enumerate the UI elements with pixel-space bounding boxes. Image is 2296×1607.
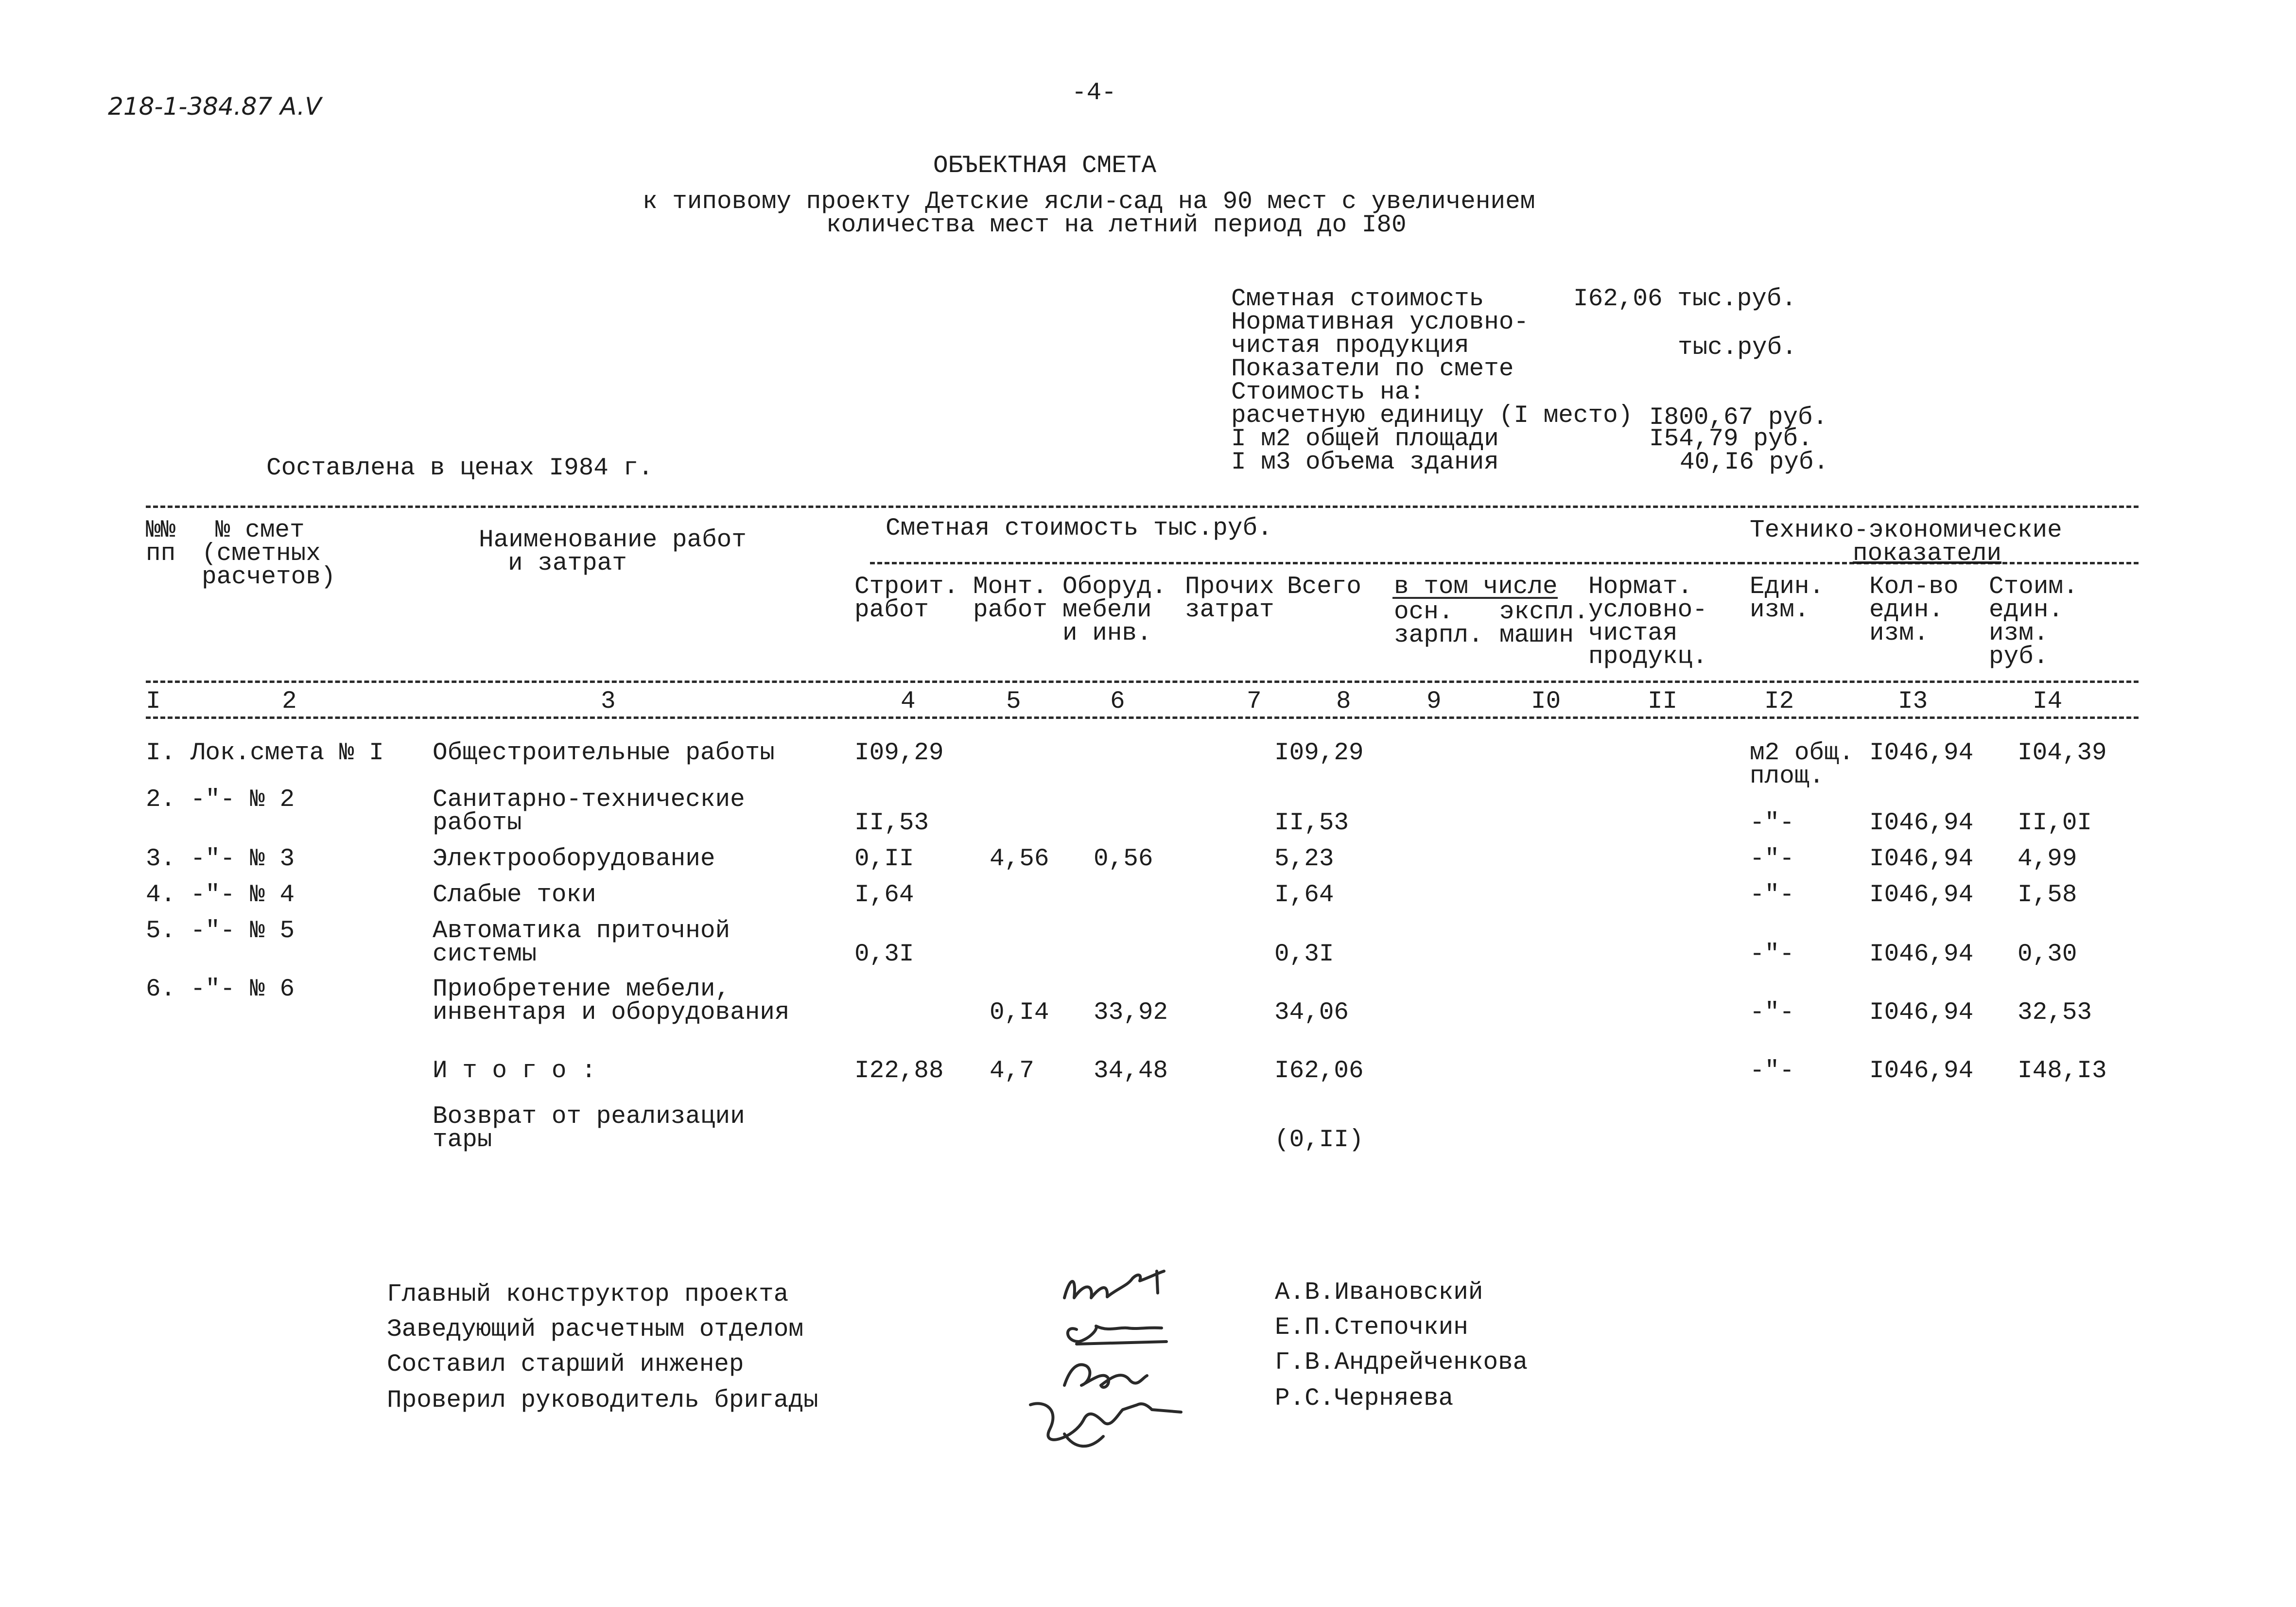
col-number: II xyxy=(1648,688,1678,716)
table-row-number: 3. -"- № 3 xyxy=(146,845,295,873)
summary-label: Сметная стоимость xyxy=(1231,285,1484,313)
header-group-tech-2: показатели xyxy=(1853,540,2002,568)
table-cell: I04,39 xyxy=(2018,739,2107,767)
document-code: 218-1-384.87 A.V xyxy=(108,92,322,121)
table-cell: 0,I4 xyxy=(990,999,1049,1027)
header-col-9: осн. зарпл. xyxy=(1394,598,1483,649)
col-number: I0 xyxy=(1531,688,1561,716)
summary-label: Нормативная условно- xyxy=(1231,309,1529,336)
header-group-tech: Технико-экономические xyxy=(1750,517,2062,544)
table-cell: 0,56 xyxy=(1094,845,1153,873)
summary-label: I м3 объема здания xyxy=(1231,449,1499,476)
col-number: 6 xyxy=(1110,688,1125,716)
summary-value: I62,06 тыс.руб. xyxy=(1573,285,1797,313)
table-cell: I046,94 xyxy=(1869,739,1974,767)
header-col-3: Наименование работ и затрат xyxy=(479,526,747,577)
header-col-7: Прочих затрат xyxy=(1185,573,1274,624)
table-cell: II,53 xyxy=(1274,809,1349,837)
table-cell: I09,29 xyxy=(854,739,944,767)
document-subtitle-line2: количества мест на летний период до I80 xyxy=(826,211,1407,239)
summary-value: I54,79 руб. xyxy=(1649,425,1813,453)
col-number: 4 xyxy=(901,688,916,716)
summary-label: Стоимость на: xyxy=(1231,379,1425,406)
table-row-name: инвентаря и оборудования xyxy=(433,999,790,1027)
table-cell: II,53 xyxy=(854,809,929,837)
header-group-cost: Сметная стоимость тыс.руб. xyxy=(886,515,1272,542)
col-number: I4 xyxy=(2033,688,2063,716)
signature-name: Р.С.Черняева xyxy=(1275,1385,1454,1413)
summary-label: Показатели по смете xyxy=(1231,355,1514,383)
header-col-1: №№ пп xyxy=(146,517,176,568)
signature-name: А.В.Ивановский xyxy=(1275,1279,1483,1307)
col-number: I xyxy=(146,688,161,716)
total-cell: 4,7 xyxy=(990,1057,1034,1085)
table-cell: 4,99 xyxy=(2018,845,2077,873)
col-number: I2 xyxy=(1764,688,1794,716)
handwritten-signatures xyxy=(991,1244,1244,1468)
table-row-number: I. Лок.смета № I xyxy=(146,739,384,767)
col-number: 5 xyxy=(1006,688,1021,716)
table-cell: 0,II xyxy=(854,845,914,873)
table-row-number: 5. -"- № 5 xyxy=(146,917,295,945)
table-cell: I,64 xyxy=(1274,881,1334,909)
table-row-name: Приобретение мебели, xyxy=(433,976,731,1003)
col-number: 3 xyxy=(601,688,616,716)
table-row-name: Электрооборудование xyxy=(433,845,715,873)
header-col-11: Нормат. условно- чистая продукц. xyxy=(1588,573,1707,671)
total-cell: I62,06 xyxy=(1274,1057,1364,1085)
table-row-name: Санитарно-технические xyxy=(433,786,745,814)
summary-value: I800,67 руб. xyxy=(1649,404,1828,432)
table-cell: -"- xyxy=(1750,999,1794,1027)
header-col-2: № смет (сметных расчетов) xyxy=(202,517,336,591)
table-cell: I,58 xyxy=(2018,881,2077,909)
table-cell: -"- xyxy=(1750,881,1794,909)
table-cell: I046,94 xyxy=(1869,941,1974,968)
signature-role: Главный конструктор проекта xyxy=(387,1281,789,1309)
header-col-6: Оборуд. мебели и инв. xyxy=(1062,573,1167,647)
summary-label: чистая продукция xyxy=(1231,332,1469,360)
signature-role: Проверил руководитель бригады xyxy=(387,1387,818,1415)
signature-name: Г.В.Андрейченкова xyxy=(1275,1349,1528,1377)
col-number: 2 xyxy=(282,688,297,716)
table-cell: 33,92 xyxy=(1094,999,1168,1027)
table-cell: I09,29 xyxy=(1274,739,1364,767)
signature-role: Составил старший инженер xyxy=(387,1351,744,1379)
page-number: -4- xyxy=(1072,79,1116,107)
table-cell: II,0I xyxy=(2018,809,2092,837)
total-cell: I22,88 xyxy=(854,1057,944,1085)
header-in-total: в том числе xyxy=(1394,573,1558,601)
table-cell: 34,06 xyxy=(1274,999,1349,1027)
signature-role: Заведующий расчетным отделом xyxy=(387,1316,803,1344)
summary-label: расчетную единицу (I место) xyxy=(1231,402,1633,430)
total-cell: I046,94 xyxy=(1869,1057,1974,1085)
summary-value: 40,I6 руб. xyxy=(1680,449,1829,476)
table-row-name: Слабые токи xyxy=(433,881,596,909)
table-row-name: Общестроительные работы xyxy=(433,739,775,767)
table-cell: -"- xyxy=(1750,845,1794,873)
prices-note: Составлена в ценах I984 г. xyxy=(266,454,653,482)
header-col-4: Строит. работ xyxy=(854,573,959,624)
table-cell: м2 общ. xyxy=(1750,739,1854,767)
table-cell: 4,56 xyxy=(990,845,1049,873)
header-col-8: Всего xyxy=(1287,573,1362,601)
total-label: И т о г о : xyxy=(433,1057,596,1085)
summary-value: тыс.руб. xyxy=(1678,334,1797,362)
header-col-13: Кол-во един. изм. xyxy=(1869,573,1959,647)
col-number: 9 xyxy=(1426,688,1442,716)
col-number: I3 xyxy=(1898,688,1928,716)
table-row-number: 2. -"- № 2 xyxy=(146,786,295,814)
table-cell: I046,94 xyxy=(1869,845,1974,873)
table-row-name: Автоматика приточной xyxy=(433,917,731,945)
document-subtitle-line1: к типовому проекту Детские ясли-сад на 90 мест с увеличением xyxy=(643,188,1535,216)
table-rule-cost-group xyxy=(870,562,1742,564)
return-cell: (0,II) xyxy=(1274,1126,1364,1154)
table-cell: площ. xyxy=(1750,763,1825,790)
table-rule-header-bottom xyxy=(146,681,2139,683)
table-row-name: системы xyxy=(433,941,537,968)
table-cell: -"- xyxy=(1750,941,1794,968)
table-row-name: работы xyxy=(433,809,522,837)
table-rule-col-numbers xyxy=(146,716,2139,719)
table-cell: 0,3I xyxy=(854,941,914,968)
table-cell: I046,94 xyxy=(1869,809,1974,837)
header-col-12: Един. изм. xyxy=(1750,573,1825,624)
table-cell: -"- xyxy=(1750,809,1794,837)
table-row-number: 6. -"- № 6 xyxy=(146,976,295,1003)
header-col-5: Монт. работ xyxy=(973,573,1048,624)
col-number: 8 xyxy=(1336,688,1351,716)
col-number: 7 xyxy=(1247,688,1262,716)
table-cell: 0,3I xyxy=(1274,941,1334,968)
table-row-number: 4. -"- № 4 xyxy=(146,881,295,909)
table-cell: 5,23 xyxy=(1274,845,1334,873)
return-label: Возврат от реализации xyxy=(433,1103,745,1131)
header-col-10: экспл. машин xyxy=(1499,598,1589,649)
document-title: ОБЪЕКТНАЯ СМЕТА xyxy=(933,152,1157,180)
total-cell: 34,48 xyxy=(1094,1057,1168,1085)
table-cell: I046,94 xyxy=(1869,999,1974,1027)
table-cell: 32,53 xyxy=(2018,999,2092,1027)
signature-name: Е.П.Степочкин xyxy=(1275,1314,1468,1342)
total-cell: I48,I3 xyxy=(2018,1057,2107,1085)
table-cell: I046,94 xyxy=(1869,881,1974,909)
summary-label: I м2 общей площади xyxy=(1231,425,1499,453)
total-cell: -"- xyxy=(1750,1057,1794,1085)
header-col-14: Стоим. един. изм. руб. xyxy=(1989,573,2078,671)
table-rule-top xyxy=(146,506,2139,508)
table-cell: I,64 xyxy=(854,881,914,909)
table-cell: 0,30 xyxy=(2018,941,2077,968)
return-label: тары xyxy=(433,1126,492,1154)
